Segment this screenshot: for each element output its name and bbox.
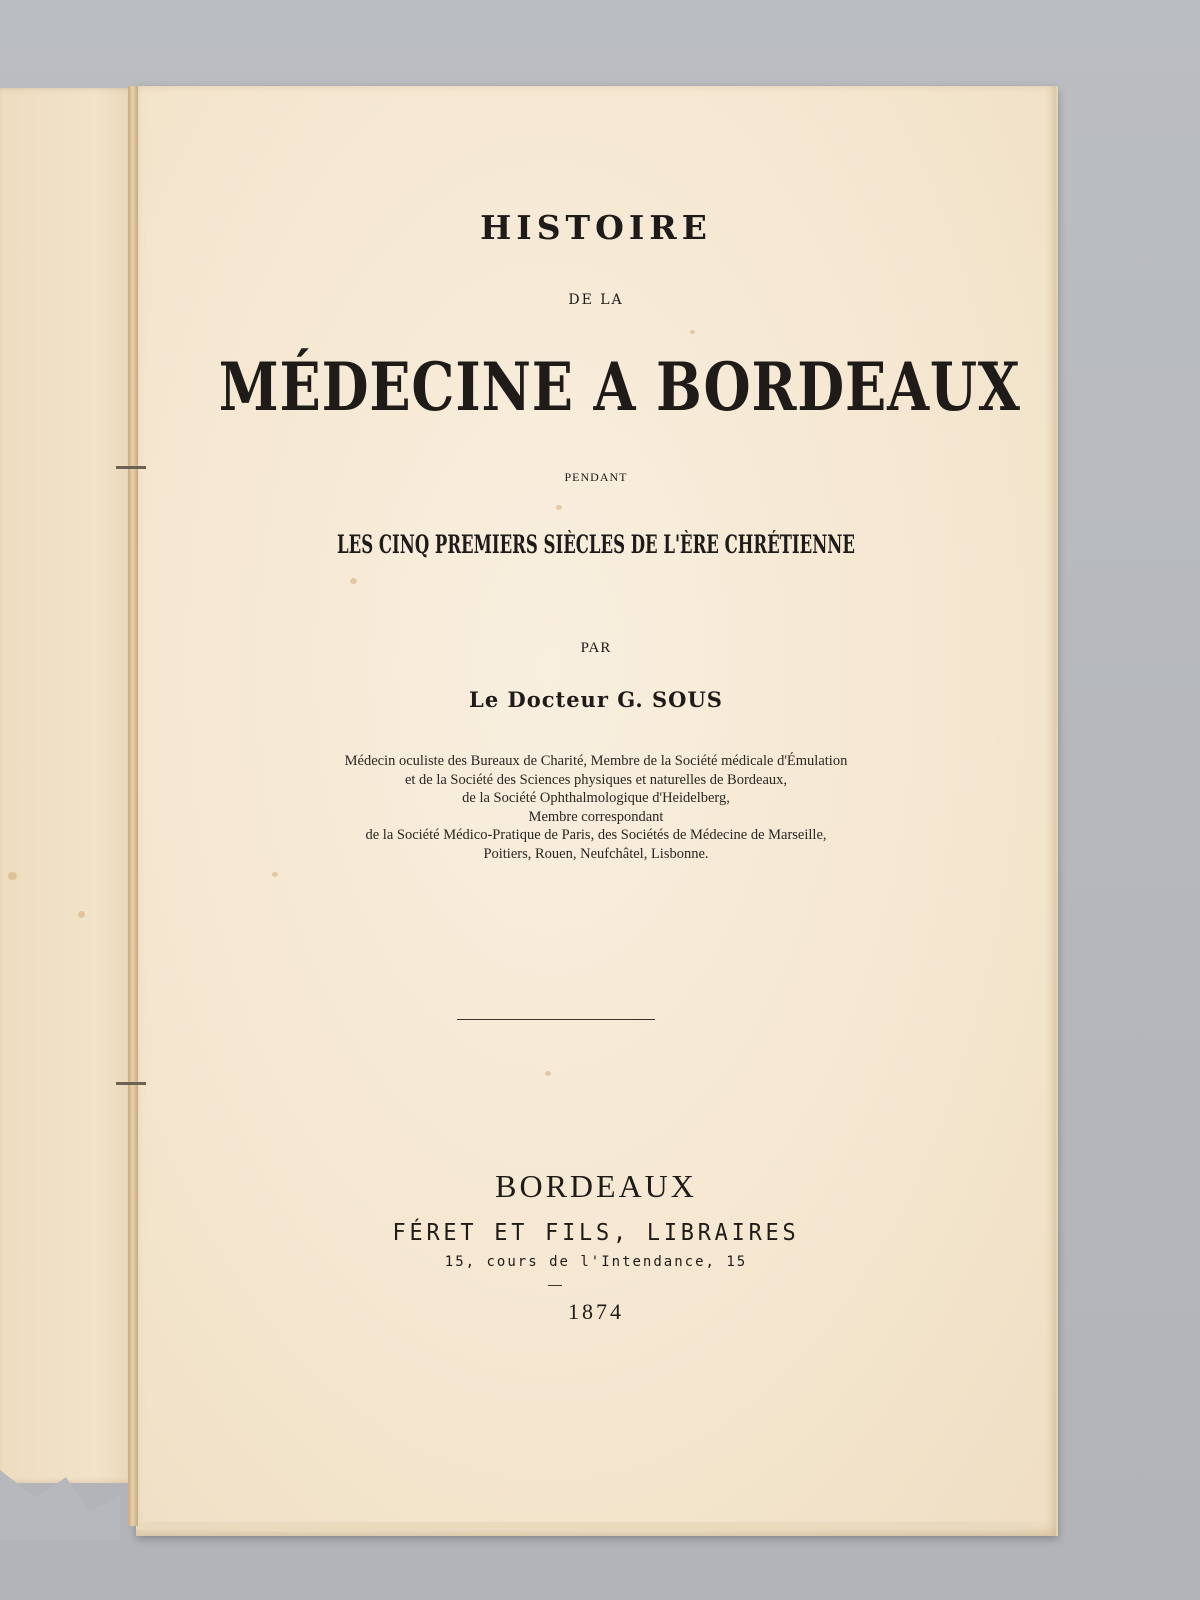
publication-city: BORDEAUX [495,1168,697,1204]
foxing-spot [350,578,357,584]
foxing-spot [690,330,695,334]
divider-dash [548,1285,562,1286]
foxing-spot [556,505,562,510]
author-credentials [136,752,1056,863]
title-pendant: PENDANT [564,470,628,484]
author-name: Le Docteur G. SOUS [469,687,723,712]
credential-line: Poitiers, Rouen, Neufchâtel, Lisbonne. [483,845,709,862]
subtitle: LES CINQ PREMIERS SIÈCLES DE L'ÈRE CHRÉTIENNE [337,530,855,559]
title-de-la: DE LA [568,292,624,308]
title-main: MÉDECINE A BORDEAUX [218,348,1021,426]
by-line: PAR [580,640,612,656]
foxing-spot [545,1071,551,1076]
credential-line: Membre correspondant [528,808,664,825]
foxing-spot [8,872,17,880]
credential-line: de la Société Ophthalmologique d'Heidelberg, [462,790,730,806]
divider-rule [457,1019,655,1020]
binding-stitch [116,1082,146,1085]
credential-line: Médecin oculiste des Bureaux de Charité, Membre de la Société médicale d'Émulation [344,753,848,769]
credential-line: et de la Société des Sciences physiques et naturelles de Bordeaux, [404,771,788,788]
credential-line: de la Société Médico-Pratique de Paris, des Sociétés de Médecine de Marseille, [365,827,827,843]
foxing-spot [272,872,278,877]
title-histoire: HISTOIRE [480,208,712,247]
publisher-address: 15, cours de l'Intendance, 15 [444,1254,748,1270]
foxing-spot [78,911,85,918]
binding-stitch [116,466,146,469]
publication-year: 1874 [568,1299,624,1324]
previous-page [0,88,136,1483]
publisher-name: FÉRET ET FILS, LIBRAIRES [392,1220,800,1246]
